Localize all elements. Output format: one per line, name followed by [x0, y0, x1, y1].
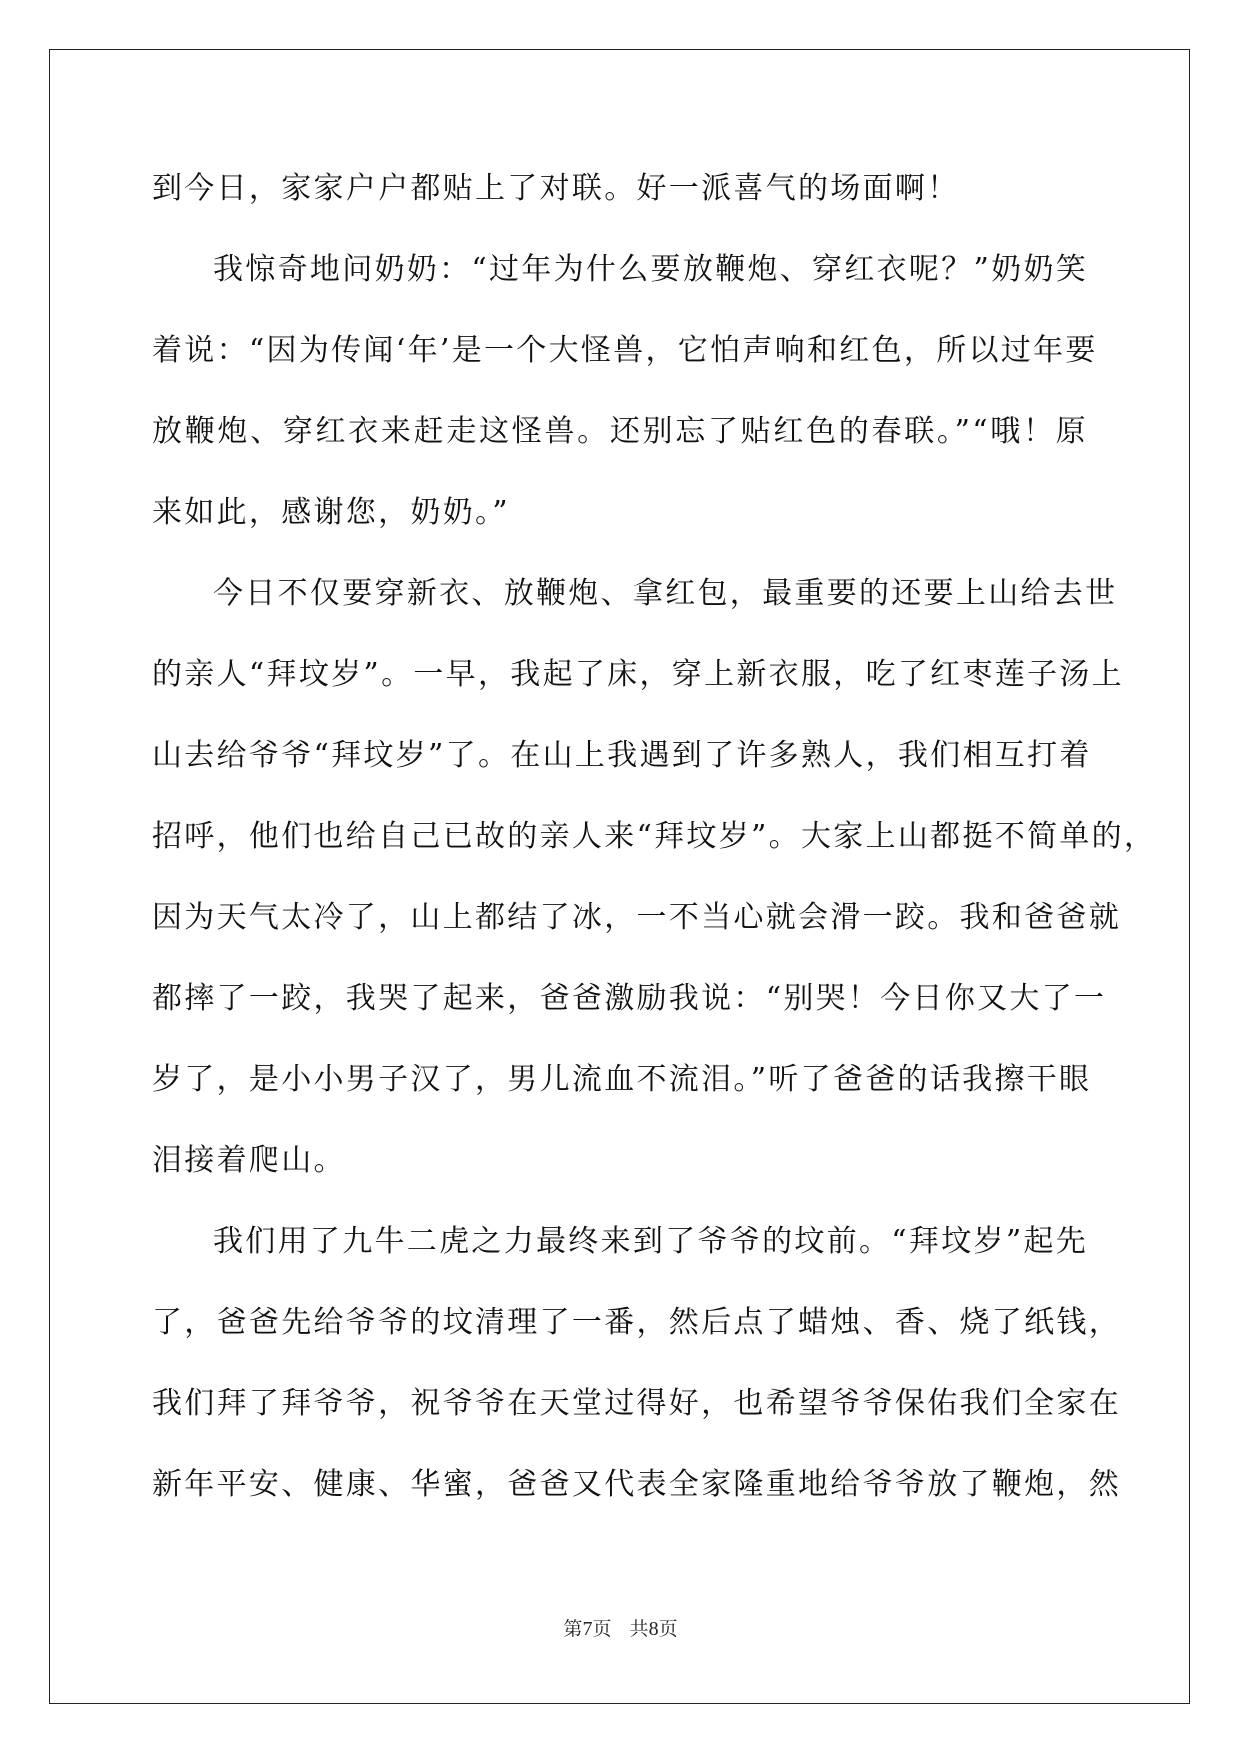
current-page-number: 7	[582, 1618, 593, 1640]
text-line: 的亲人“拜坟岁”。一早，我起了床，穿上新衣服，吃了红枣莲子汤上	[152, 657, 1124, 692]
text-line: 都摔了一跤，我哭了起来，爸爸激励我说：“别哭！今日你又大了一	[152, 981, 1107, 1016]
text-line: 放鞭炮、穿红衣来赶走这怪兽。还别忘了贴红色的春联。”“哦！原	[152, 414, 1088, 449]
text-line: 因为天气太冷了，山上都结了冰，一不当心就会滑一跤。我和爸爸就	[152, 900, 1121, 935]
text-line: 招呼，他们也给自己已故的亲人来“拜坟岁”。大家上山都挺不简单的，	[152, 819, 1157, 854]
text-line: 岁了，是小小男子汉了，男儿流血不流泪。”听了爸爸的话我擦干眼	[152, 1062, 1092, 1097]
footer-middle: 页 共	[592, 1618, 649, 1640]
footer-suffix: 页	[658, 1618, 678, 1640]
text-line: 了，爸爸先给爷爷的坟清理了一番，然后点了蜡烛、香、烧了纸钱，	[152, 1305, 1121, 1340]
total-page-number: 8	[648, 1618, 659, 1640]
page-footer	[0, 1614, 1241, 1641]
text-line: 到今日，家家户户都贴上了对联。好一派喜气的场面啊！	[152, 171, 960, 206]
paragraph-start-line: 今日不仅要穿新衣、放鞭炮、拿红包，最重要的还要上山给去世	[213, 576, 1118, 611]
text-line: 我们拜了拜爷爷，祝爷爷在天堂过得好，也希望爷爷保佑我们全家在	[152, 1386, 1121, 1421]
document-body	[152, 161, 1157, 1538]
paragraph-start-line: 我惊奇地问奶奶：“过年为什么要放鞭炮、穿红衣呢？”奶奶笑	[213, 252, 1089, 287]
paragraph-start-line: 我们用了九牛二虎之力最终来到了爷爷的坟前。“拜坟岁”起先	[213, 1224, 1089, 1259]
text-line: 新年平安、健康、华蜜，爸爸又代表全家隆重地给爷爷放了鞭炮，然	[152, 1467, 1121, 1502]
text-line: 山去给爷爷“拜坟岁”了。在山上我遇到了许多熟人，我们相互打着	[152, 738, 1092, 773]
footer-prefix: 第	[563, 1618, 583, 1640]
text-line: 来如此，感谢您，奶奶。”	[152, 495, 510, 530]
text-line: 着说：“因为传闻‘年’是一个大怪兽，它怕声响和红色，所以过年要	[152, 333, 1098, 368]
text-line: 泪接着爬山。	[152, 1143, 346, 1178]
